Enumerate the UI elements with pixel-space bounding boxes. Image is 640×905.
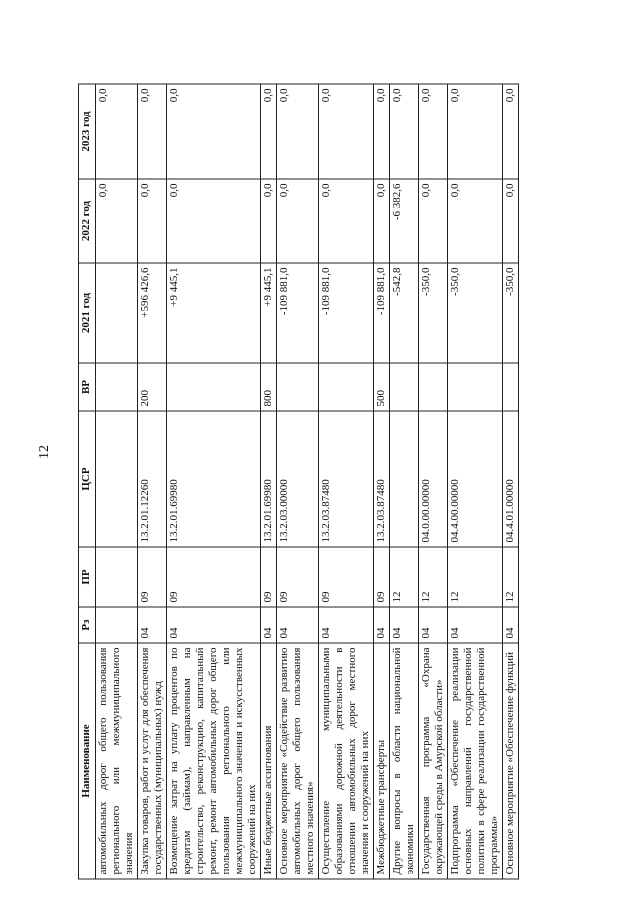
cell-pr: 09 (374, 547, 390, 607)
cell-csr (96, 411, 138, 547)
cell-2022: 0,0 (319, 179, 374, 263)
cell-csr: 04.4.01.00000 (503, 411, 519, 547)
cell-csr: 04.0.00.00000 (419, 411, 448, 547)
cell-pr: 12 (503, 547, 519, 607)
cell-vr (319, 363, 374, 411)
cell-pr: 09 (319, 547, 374, 607)
cell-2021: +596 426,6 (138, 263, 167, 363)
cell-2021: -350,0 (448, 263, 503, 363)
cell-2021: -109 881,0 (319, 263, 374, 363)
cell-rz: 04 (390, 607, 419, 643)
cell-pr: 09 (138, 547, 167, 607)
budget-table (78, 84, 519, 880)
cell-pr: 12 (419, 547, 448, 607)
cell-csr (390, 411, 419, 547)
cell-pr: 09 (167, 547, 261, 607)
cell-2023: 0,0 (390, 84, 419, 179)
cell-name: Другие вопросы в области национальной экономики (390, 643, 419, 879)
table-row (277, 84, 319, 879)
rotated-table-wrapper (78, 85, 558, 880)
cell-csr: 13.2.03.87480 (374, 411, 390, 547)
cell-rz (96, 607, 138, 643)
cell-2021: -542,8 (390, 263, 419, 363)
cell-2023: 0,0 (138, 84, 167, 179)
cell-rz: 04 (503, 607, 519, 643)
cell-2021: -350,0 (503, 263, 519, 363)
table-row (448, 84, 503, 879)
cell-2022: 0,0 (419, 179, 448, 263)
table-row (503, 84, 519, 879)
header-2023: 2023 год (79, 84, 96, 179)
table-row (319, 84, 374, 879)
cell-2021: -109 881,0 (374, 263, 390, 363)
cell-2022: 0,0 (96, 179, 138, 263)
cell-2021: -350,0 (419, 263, 448, 363)
cell-name: Иные бюджетные ассигнования (261, 643, 277, 879)
cell-csr: 13.2.01.12260 (138, 411, 167, 547)
cell-2021 (96, 263, 138, 363)
cell-2022: 0,0 (138, 179, 167, 263)
cell-2022: -6 382,6 (390, 179, 419, 263)
cell-rz: 04 (448, 607, 503, 643)
cell-rz: 04 (419, 607, 448, 643)
table-row (138, 84, 167, 879)
cell-pr: 12 (390, 547, 419, 607)
cell-2023: 0,0 (261, 84, 277, 179)
cell-pr: 09 (261, 547, 277, 607)
cell-2023: 0,0 (419, 84, 448, 179)
header-2021: 2021 год (79, 263, 96, 363)
cell-vr (96, 363, 138, 411)
cell-csr: 04.4.00.00000 (448, 411, 503, 547)
cell-vr: 500 (374, 363, 390, 411)
cell-2023: 0,0 (448, 84, 503, 179)
cell-2022: 0,0 (503, 179, 519, 263)
header-2022: 2022 год (79, 179, 96, 263)
cell-pr: 09 (277, 547, 319, 607)
cell-vr (419, 363, 448, 411)
cell-vr: 200 (138, 363, 167, 411)
cell-pr: 12 (448, 547, 503, 607)
cell-rz: 04 (138, 607, 167, 643)
cell-name: Основное мероприятие «Содействие развитию автомобильных дорог общего пользования местного значения» (277, 643, 319, 879)
cell-2021: -109 881,0 (277, 263, 319, 363)
cell-2023: 0,0 (96, 84, 138, 179)
cell-vr (167, 363, 261, 411)
header-pr: ПР (79, 547, 96, 607)
cell-2023: 0,0 (167, 84, 261, 179)
cell-name: Осуществление муниципальными образованиями дорожной деятельности в отношении автомобильных дорог местного значения и сооружений на них (319, 643, 374, 879)
page-number: 12 (37, 445, 52, 459)
cell-rz: 04 (261, 607, 277, 643)
cell-csr: 13.2.01.69980 (167, 411, 261, 547)
cell-vr (277, 363, 319, 411)
cell-rz: 04 (167, 607, 261, 643)
cell-2022: 0,0 (261, 179, 277, 263)
cell-rz: 04 (319, 607, 374, 643)
table-row (390, 84, 419, 879)
cell-2022: 0,0 (277, 179, 319, 263)
header-name: Наименование (79, 643, 96, 879)
header-vr: ВР (79, 363, 96, 411)
cell-vr (503, 363, 519, 411)
cell-name: Подпрограмма «Обеспечение реализации основных направлений государственной политики в сфере реализации государственной программы» (448, 643, 503, 879)
cell-name: Государственная программа «Охрана окружающей среды в Амурской области» (419, 643, 448, 879)
cell-2023: 0,0 (319, 84, 374, 179)
cell-2022: 0,0 (167, 179, 261, 263)
cell-name: автомобильных дорог общего пользования регионального или межмуниципального значения (96, 643, 138, 879)
cell-2023: 0,0 (374, 84, 390, 179)
cell-2023: 0,0 (503, 84, 519, 179)
table-header-row (79, 84, 96, 879)
cell-vr: 800 (261, 363, 277, 411)
cell-pr (96, 547, 138, 607)
cell-name: Основное мероприятие «Обеспечение функций (503, 643, 519, 879)
table-row (374, 84, 390, 879)
cell-csr: 13.2.01.69980 (261, 411, 277, 547)
cell-2021: +9 445,1 (261, 263, 277, 363)
cell-name: Межбюджетные трансферты (374, 643, 390, 879)
cell-csr: 13.2.03.00000 (277, 411, 319, 547)
table-row (96, 84, 138, 879)
cell-2023: 0,0 (277, 84, 319, 179)
cell-vr (448, 363, 503, 411)
cell-2021: +9 445,1 (167, 263, 261, 363)
header-csr: ЦСР (79, 411, 96, 547)
cell-rz: 04 (277, 607, 319, 643)
header-rz: Рз (79, 607, 96, 643)
cell-vr (390, 363, 419, 411)
cell-csr: 13.2.03.87480 (319, 411, 374, 547)
cell-name: Закупка товаров, работ и услуг для обеспечения государственных (муниципальных) нужд (138, 643, 167, 879)
cell-name: Возмещение затрат на уплату процентов по кредитам (займам), направленным на строительство, реконструкцию, капитальный ремонт, ремонт автомобильных дорог общего пользования регионального или межмуниципального значения и искусственных сооружений на них (167, 643, 261, 879)
table-row (261, 84, 277, 879)
table-row (167, 84, 261, 879)
cell-2022: 0,0 (374, 179, 390, 263)
cell-2022: 0,0 (448, 179, 503, 263)
cell-rz: 04 (374, 607, 390, 643)
table-row (419, 84, 448, 879)
